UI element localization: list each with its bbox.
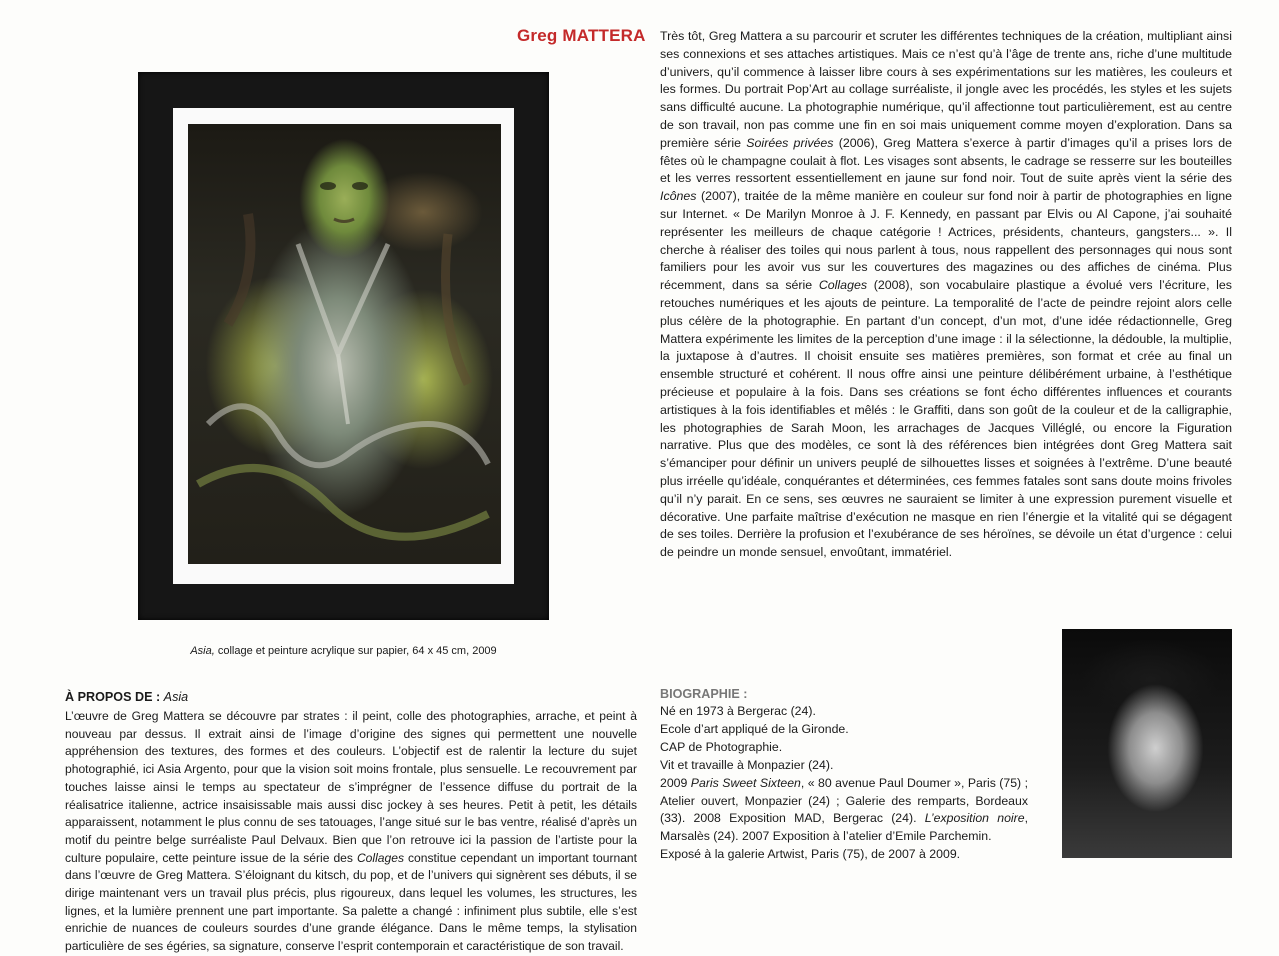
series-title-icones: Icônes [660, 189, 697, 204]
biography-text: , « 80 avenue Paul Doumer », Paris (75) ; Atelier ouvert, Monpazier (24) ; Galerie des remparts, Bordeaux (33). 2008 Exposition MAD, Bergerac (24). [660, 775, 1028, 826]
about-text-segment: L’œuvre de Greg Mattera se découvre par strates : il peint, colle des photographies, arrache, et peint à nouveau par dessus. Il extrait ainsi de l’image d’origine des signes qui permettent une nouvelle appréhension des textures, des formes et des couleurs. L’objectif est de ralentir la lecture du sujet photographié, ici Asia Argento, pour que la vision soit moins frontale, plus sensuelle. Le recouvrement par touches laisse ainsi le temps au spectateur de s’imprégner de l’essence diffuse du portrait de la réalisatrice italienne, actrice insaisissable mais aussi disc jockey à ses heures. Petit à petit, les détails apparaissent, notamment le plus connu de ses tatouages, l’ange situé sur le bas ventre, réalisé d’après un motif du peintre belge surréaliste Paul Delvaux. Bien que l’on retrouve ici la passion de l’artiste pour la culture populaire, cette peinture issue de la série des [65, 709, 637, 865]
biography-text: Vit et travaille à Monpazier (24). [660, 757, 834, 772]
artist-portrait [1062, 629, 1232, 858]
intro-text-segment: (2008), son vocabulaire plastique a évolué vers l’écriture, les retouches numériques et les ajouts de peinture. La temporalité de l’acte de peindre rejoint alors celle plus célère de la photographie. En partant d’un concept, d’un mot, d’une idée rédactionnelle, Greg Mattera expérimente les limites de la perception d’une image : il la sélectionne, la dédouble, la multiplie, la juxtapose à d’autres. Il choisit ensuite ses matières premières, son format et crée au final un ensemble structuré et cohérent. Il nous offre ainsi une peinture délibérément urbaine, à l’esthétique précieuse et populaire à la fois. Dans ses créations se font écho différentes influences et courants artistiques à la fois identifiables et mêlés : le Graffiti, dans son goût de la couleur et de la calligraphie, les photographies de Sarah Moon, les arrachages de Jacques Villéglé, ou encore la Figuration narrative. Plus que des modèles, ce sont là des références bien intégrées dont Greg Mattera sait s’émanciper pour définir un univers peuplé de silhouettes lisses et soignées à l’extrême. D’une beauté plus irréelle qu’idéale, conquérantes et déterminées, ces femmes fatales sont sans doute moins frivoles qu’il n’y parait. En ce sens, ses œuvres ne sauraient se limiter à une expression purement visuelle et décorative. Une parfaite maîtrise d’exécution ne masque en rien l’énergie et la vitalité qui se dégagent de ses toiles. Derrière la profusion et l’exubérance de ses héroïnes, se dévoile un état d’urgence : celui de peindre un monde sensuel, envoûtant, immatériel. [660, 278, 1232, 560]
artwork-caption [138, 645, 549, 657]
about-text-segment: constitue cependant un important tournant dans l’œuvre de Greg Mattera. S’éloignant du kitsch, du pop, et de l’univers qui signèrent ses débuts, il se dirige maintenant vers un travail plus précis, plus rigoureux, dans lequel les volumes, les structures, les lignes, et la lumière prennent une part importante. Sa palette a changé : infiniment plus subtile, elle s’est enrichie de nuances de couleurs sourdes d’une grande élégance. Dans le même temps, la stylisation particulière de ses égéries, sa signature, conserve l’esprit contemporain et caractéristique de son travail. [65, 850, 638, 954]
biography-text: Né en 1973 à Bergerac (24). [660, 704, 816, 718]
caption-title: Asia, [190, 645, 215, 657]
biography-list [660, 703, 1028, 864]
biography-item [660, 721, 1028, 739]
biography-item [660, 703, 1028, 721]
biography-heading: BIOGRAPHIE : [660, 687, 748, 701]
intro-paragraph [660, 28, 1232, 562]
biography-item-exhibitions [660, 775, 1028, 847]
artist-name: Greg MATTERA [517, 26, 646, 45]
intro-text-segment: (2006), Greg Mattera s’exerce à partir d’images qu’il a prises lors de fêtes où le champagne coulait à flot. Les visages sont absents, le cadrage se resserre sur les bouteilles et les verres ressortent essentiellement en jaune sur fond noir. Tout de suite après vient la série des [660, 135, 1232, 186]
caption-details: collage et peinture acrylique sur papier, 64 x 45 cm, 2009 [214, 645, 497, 657]
exhibition-title: L’exposition noire [924, 811, 1025, 826]
biography-item [660, 739, 1028, 757]
series-title-collages: Collages [818, 278, 868, 293]
series-title-collages: Collages [356, 850, 404, 865]
artwork-mat [173, 108, 514, 584]
intro-text-segment: Très tôt, Greg Mattera a su parcourir et scruter les différentes techniques de la création, multipliant ainsi ses connexions et ses attaches artistiques. Mais ce n’est qu’à l’âge de trente ans, riche d’une multitude d’univers, qu’il commence à laisser libre cours à ses expérimentations sur les matières, les couleurs et les formes. Du portrait Pop’Art au collage surréaliste, il jongle avec les procédés, les styles et les sujets sans difficulté aucune. La photographie numérique, qu’il affectionne tout particulièrement, est au centre de son travail, non pas comme une fin en soi mais uniquement comme moyen d’exploration. Dans sa première série [660, 29, 1232, 150]
biography-text: Exposé à la galerie Artwist, Paris (75), de 2007 à 2009. [660, 847, 961, 862]
biography-item [660, 757, 1028, 775]
about-paragraph [65, 708, 637, 956]
biography-item [660, 846, 1028, 864]
biography-text: CAP de Photographie. [660, 739, 783, 754]
exhibition-title: Paris Sweet Sixteen [690, 775, 801, 790]
biography-text: Ecole d’art appliqué de la Gironde. [660, 721, 849, 736]
about-heading-subject: Asia [163, 690, 189, 704]
biography-text: , Marsalès (24). 2007 Exposition à l’atelier d’Emile Parchemin. [660, 811, 1029, 844]
about-heading-label: À PROPOS DE : [65, 690, 164, 704]
intro-text-segment: (2007), traitée de la même manière en couleur sur fond noir à partir de photographies en ligne sur Internet. « De Marilyn Monroe à J. F. Kennedy, en passant par Elvis ou Al Capone, j’ai souhaité représenter les meilleurs de chaque catégorie ! Actrices, présidents, chanteurs, gangsters... ». Il cherche à réaliser des toiles qui nous parlent à tous, nous rappellent des personnages qui nous sont familiers pour les avoir vus sur les couvertures des magazines ou des affiches de cinéma. Plus récemment, dans sa série [660, 189, 1232, 293]
about-heading [65, 690, 188, 704]
artwork-image [188, 124, 501, 564]
series-title-soirees-privees: Soirées privées [746, 135, 834, 150]
biography-text: 2009 [660, 775, 691, 790]
artwork-frame [138, 72, 549, 620]
